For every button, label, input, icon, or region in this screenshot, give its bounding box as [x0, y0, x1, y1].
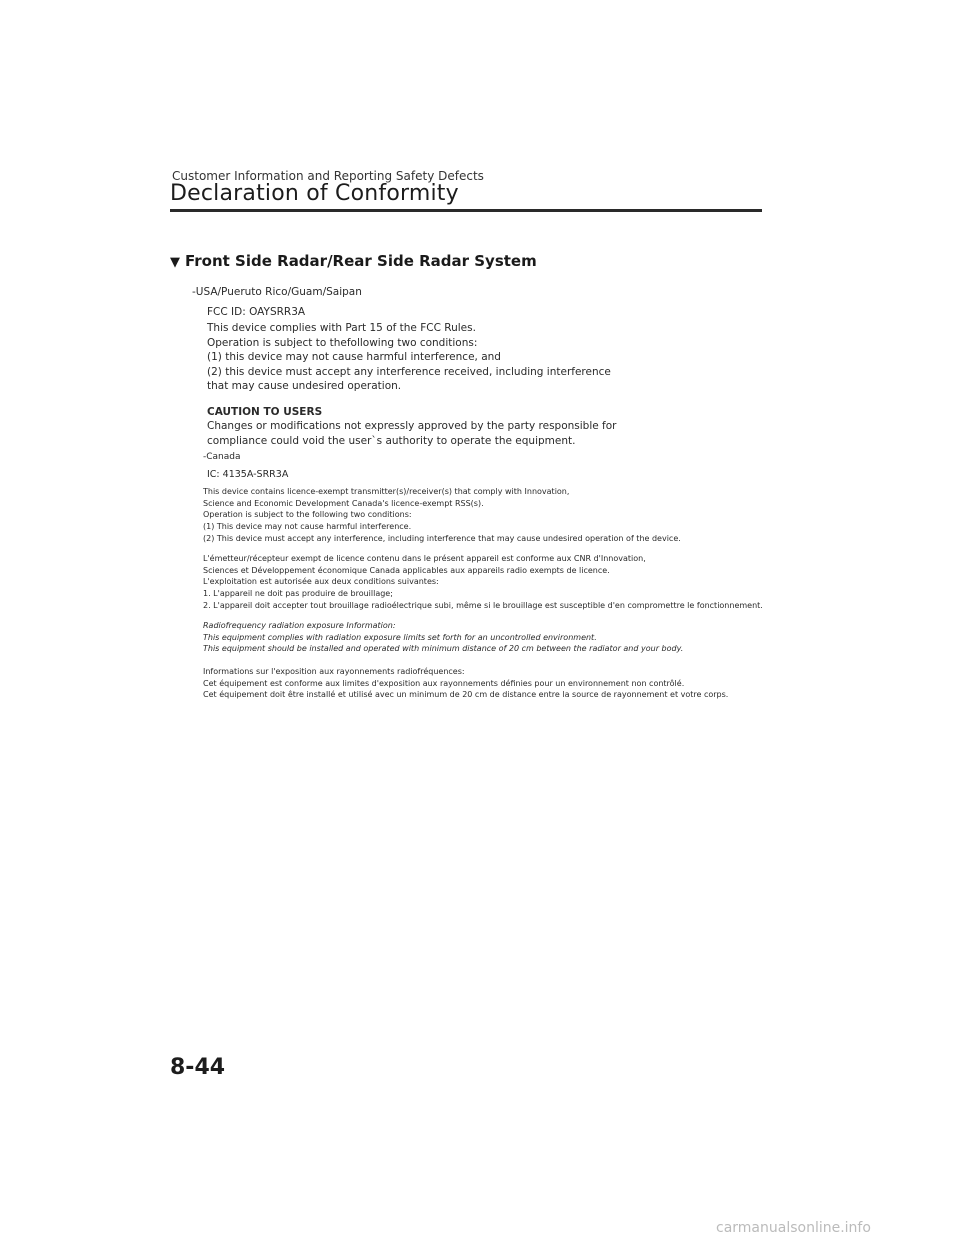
- page-title: Declaration of Conformity: [170, 181, 459, 206]
- fcc-line: This device complies with Part 15 of the FCC Rules.: [207, 322, 476, 334]
- usa-region-label: -USA/Pueruto Rico/Guam/Saipan: [192, 286, 362, 298]
- rf-exposure-fr: [203, 666, 728, 701]
- canada-region-label: -Canada: [203, 452, 241, 462]
- rf-en-line: This equipment should be installed and operated with minimum distance of 20 cm between the radiator and your body.: [203, 644, 684, 654]
- ised-fr-line: 2. L'appareil doit accepter tout brouillage radioélectrique subi, même si le brouillage est susceptible d'en compromettre le fonctionnement.: [203, 600, 763, 610]
- fcc-line: that may cause undesired operation.: [207, 380, 402, 392]
- rf-fr-line: Cet équipement est conforme aux limites d'exposition aux rayonnements définies pour un environnement non contrôlé.: [203, 678, 685, 688]
- page-number: 8-44: [170, 1055, 226, 1080]
- triangle-marker-icon: ▼: [170, 255, 180, 270]
- caution-title: CAUTION TO USERS: [207, 406, 323, 418]
- ised-fr-line: Sciences et Développement économique Canada applicables aux appareils radio exempts de licence.: [203, 565, 610, 575]
- rf-en-line: This equipment complies with radiation exposure limits set forth for an uncontrolled environment.: [203, 632, 597, 642]
- caution-line: compliance could void the user`s authority to operate the equipment.: [207, 434, 576, 447]
- section-label: Customer Information and Reporting Safety Defects: [172, 169, 484, 183]
- ic-number: IC: 4135A-SRR3A: [207, 469, 289, 480]
- ised-fr-line: L'exploitation est autorisée aux deux conditions suivantes:: [203, 577, 439, 587]
- caution-text: [207, 419, 617, 448]
- ised-fr-line: L'émetteur/récepteur exempt de licence contenu dans le présent appareil est conforme aux CNR d'Innovation,: [203, 554, 646, 563]
- fcc-line: Operation is subject to thefollowing two conditions:: [207, 336, 478, 349]
- fcc-line: (2) this device must accept any interference received, including interference: [207, 365, 611, 378]
- section-heading-text: Front Side Radar/Rear Side Radar System: [185, 252, 537, 270]
- fcc-statement: [207, 321, 611, 394]
- caution-line: Changes or modifications not expressly approved by the party responsible for: [207, 420, 617, 432]
- rf-en-line: Radiofrequency radiation exposure Information:: [203, 621, 396, 630]
- ised-en-line: Science and Economic Development Canada's licence-exempt RSS(s).: [203, 498, 484, 508]
- ised-statement-en: [203, 486, 681, 545]
- fcc-id: FCC ID: OAYSRR3A: [207, 306, 306, 318]
- ised-fr-line: 1. L'appareil ne doit pas produire de brouillage;: [203, 589, 393, 599]
- watermark: carmanualsonline.info: [716, 1220, 871, 1236]
- rf-exposure-en: [203, 620, 683, 655]
- rf-fr-line: Informations sur l'exposition aux rayonnements radiofréquences:: [203, 667, 465, 676]
- ised-en-line: This device contains licence-exempt transmitter(s)/receiver(s) that comply with Innovation,: [203, 487, 570, 496]
- section-heading: [170, 252, 537, 270]
- ised-en-line: (1) This device may not cause harmful interference.: [203, 522, 412, 532]
- ised-statement-fr: [203, 553, 763, 612]
- ised-en-line: (2) This device must accept any interference, including interference that may cause undesired operation of the device.: [203, 533, 681, 543]
- ised-en-line: Operation is subject to the following two conditions:: [203, 510, 412, 520]
- fcc-line: (1) this device may not cause harmful interference, and: [207, 351, 501, 363]
- title-divider: [170, 209, 762, 212]
- rf-fr-line: Cet équipement doit être installé et utilisé avec un minimum de 20 cm de distance entre la source de rayonnement et votre corps.: [203, 690, 729, 700]
